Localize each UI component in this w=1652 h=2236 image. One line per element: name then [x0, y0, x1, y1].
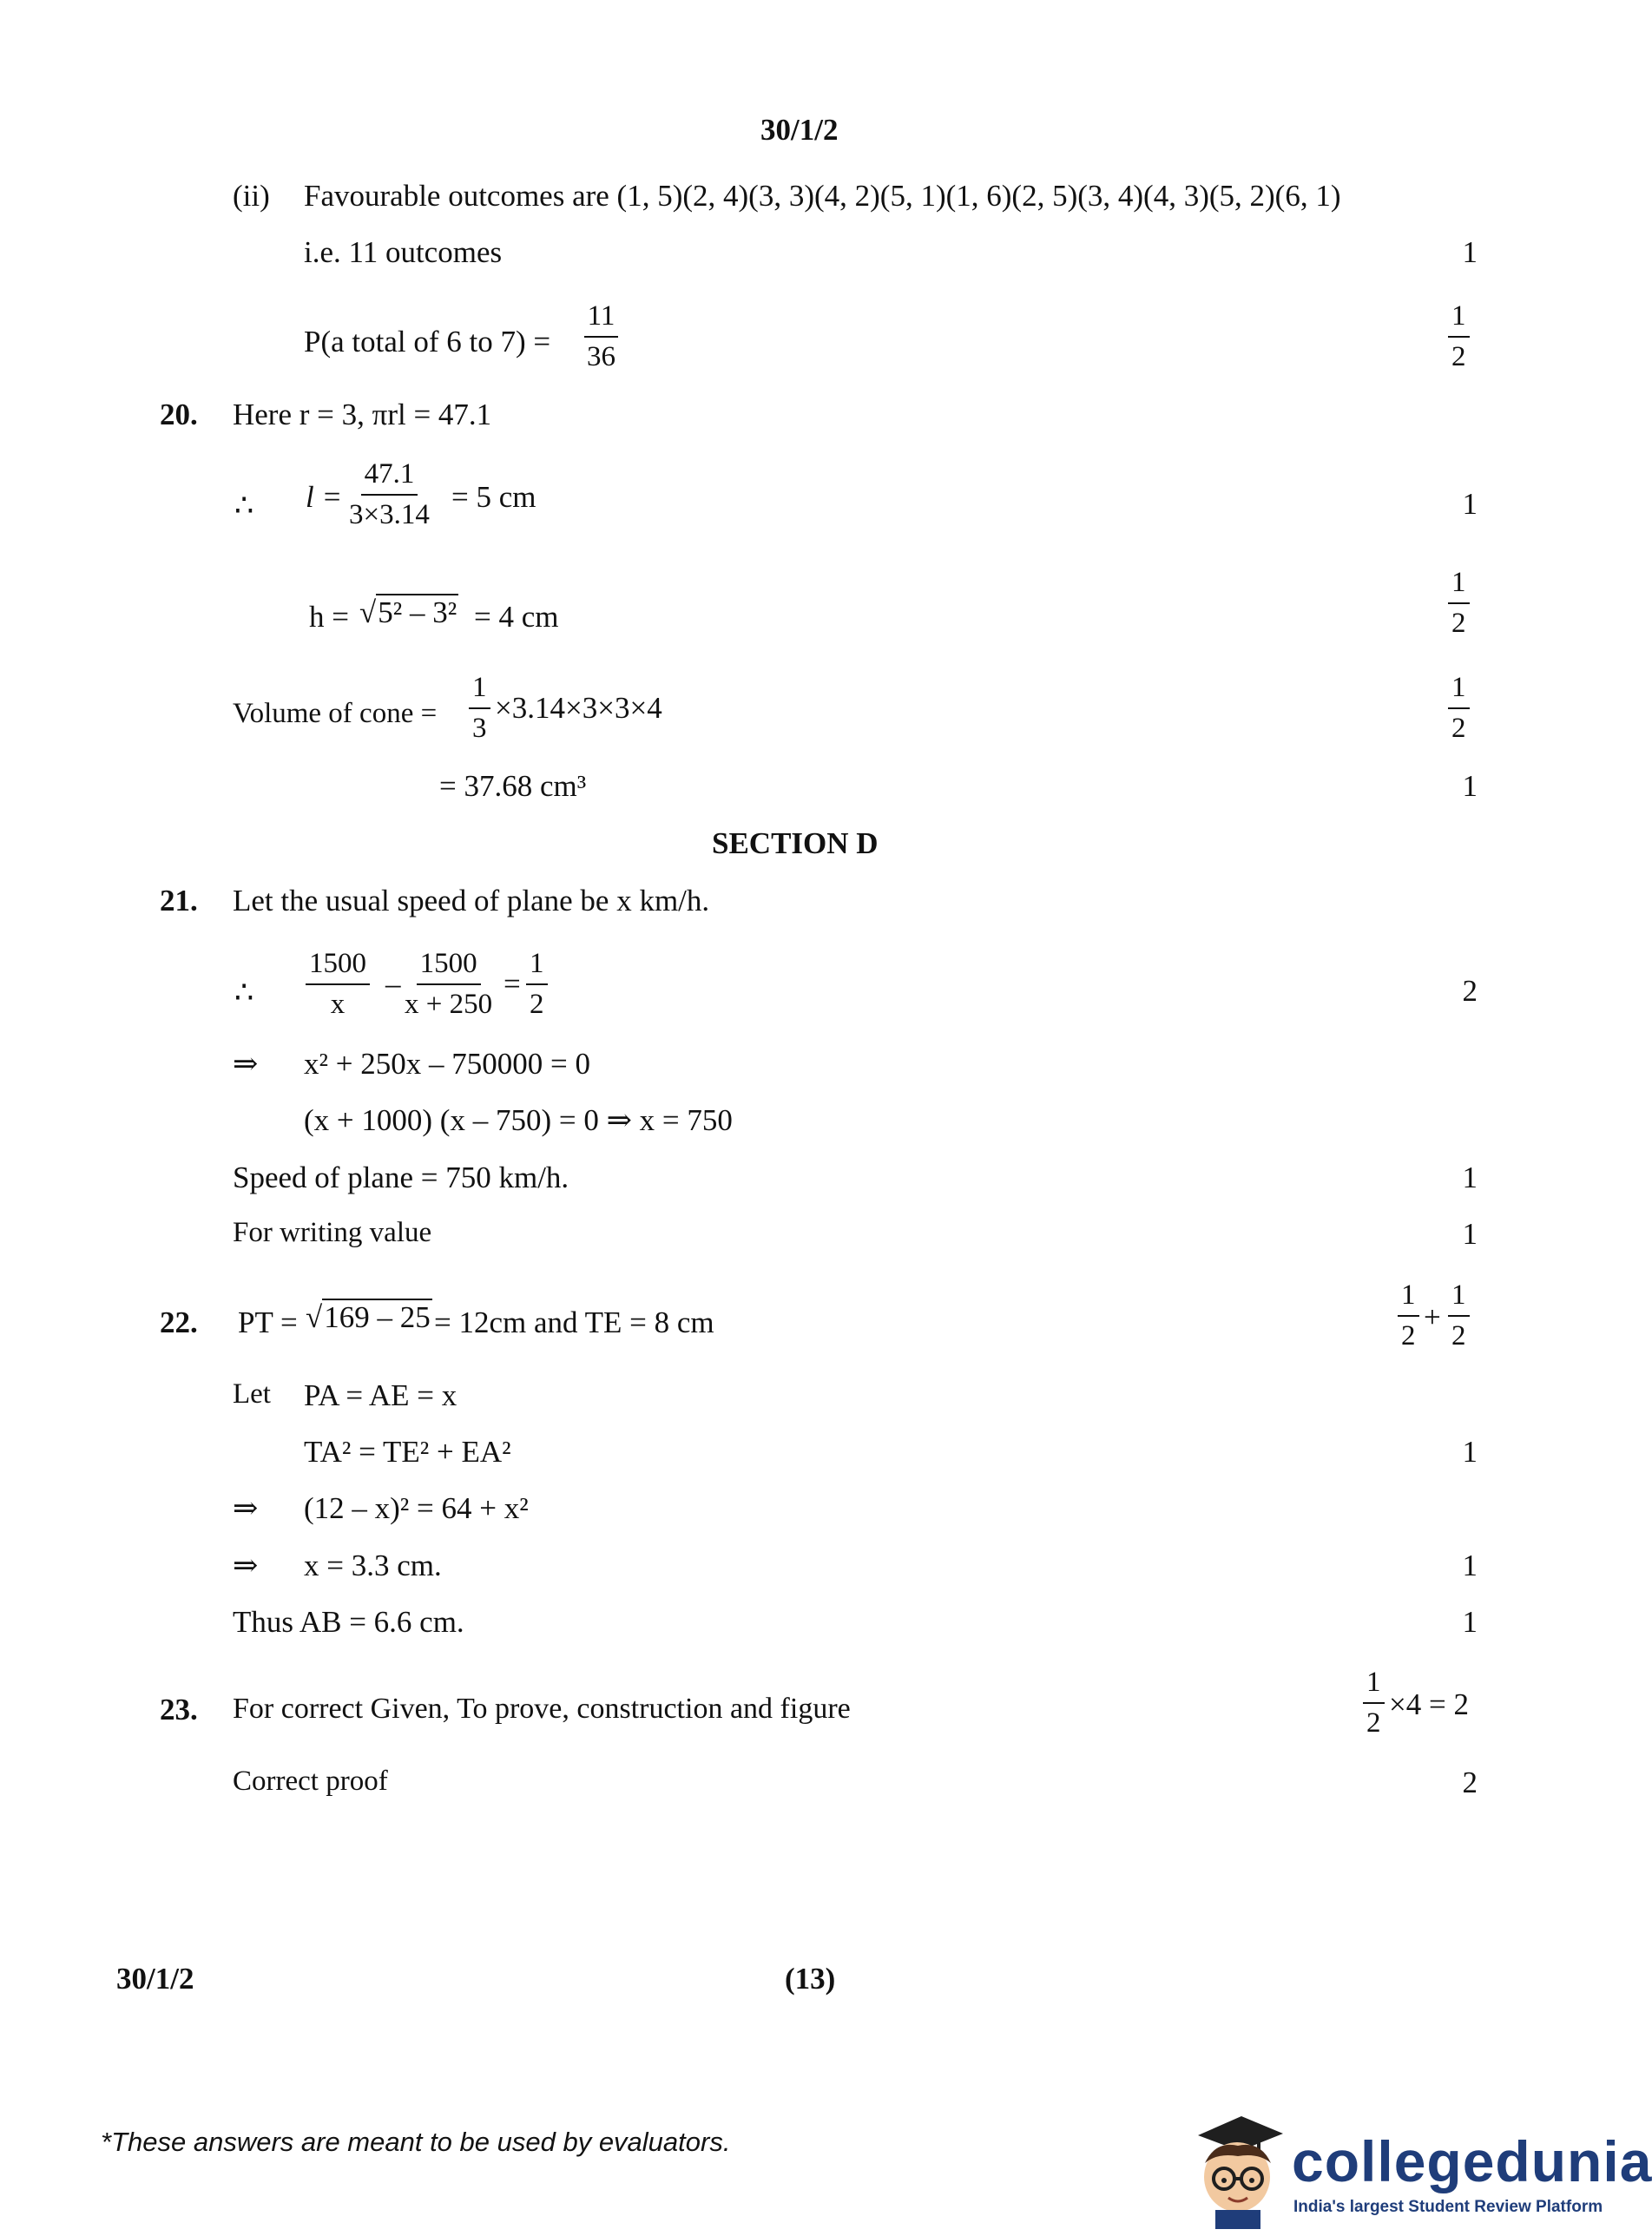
denominator: x: [330, 989, 346, 1020]
marks-numerator: 1: [1398, 1281, 1419, 1317]
q20-number: 20.: [160, 398, 198, 431]
q23-marks-rhs: ×4 = 2: [1389, 1687, 1469, 1721]
q22-pythagoras: TA² = TE² + EA²: [304, 1435, 511, 1469]
implies-symbol: ⇒: [233, 1047, 259, 1081]
q20-volume-marks: [1448, 674, 1470, 743]
q19-outcomes: Favourable outcomes are (1, 5)(2, 4)(3, 3)(4, 2)(5, 1)(1, 6)(2, 5)(3, 4)(4, 3)(5, 2)(6, 1): [304, 179, 1341, 213]
q21-fraction-2: [401, 950, 496, 1019]
marks-numerator: 1: [1448, 302, 1470, 338]
q22-pt-marks-a: [1398, 1281, 1419, 1351]
q21-number: 21.: [160, 884, 198, 917]
q23-proof: Correct proof: [233, 1766, 388, 1797]
q23-proof-marks: 2: [1462, 1766, 1478, 1799]
q22-number: 22.: [160, 1305, 198, 1339]
q19-count-marks: 1: [1462, 235, 1478, 269]
q20-h-rhs: = 4 cm: [474, 600, 559, 634]
q21-value: For writing value: [233, 1217, 432, 1248]
marks-numerator: 1: [1363, 1668, 1385, 1704]
implies-symbol: ⇒: [233, 1549, 259, 1582]
q22-thus: Thus AB = 6.6 cm.: [233, 1605, 464, 1639]
q21-speed: Speed of plane = 750 km/h.: [233, 1161, 569, 1194]
q21-equals: =: [503, 967, 521, 1001]
footer-code: 30/1/2: [116, 1962, 194, 1996]
numerator: 1500: [306, 950, 370, 985]
q21-equation-marks: 2: [1462, 974, 1478, 1008]
q21-intro: Let the usual speed of plane be x km/h.: [233, 884, 710, 917]
denominator: x + 250: [405, 989, 493, 1020]
numerator: 1: [469, 674, 490, 709]
q20-h-radicand: 5² – 3²: [378, 595, 457, 629]
marks-denominator: 2: [1451, 713, 1466, 744]
q20-h-sqrt: √5² – 3²: [359, 595, 457, 629]
section-heading: SECTION D: [712, 826, 879, 860]
q22-pythagoras-marks: 1: [1462, 1435, 1478, 1469]
q23-number: 23.: [160, 1693, 198, 1726]
q22-pt-lhs: PT =: [238, 1305, 298, 1339]
marks-numerator: 1: [1448, 674, 1470, 709]
marks-denominator: 2: [1366, 1707, 1381, 1739]
marks-denominator: 2: [1401, 1320, 1416, 1351]
q21-quadratic: x² + 250x – 750000 = 0: [304, 1047, 590, 1081]
therefore-symbol: ∴: [234, 976, 254, 1009]
brand-logo[interactable]: collegedunia: [1292, 2129, 1652, 2193]
q19-prob-label: P(a total of 6 to 7) =: [304, 325, 551, 358]
q20-h-lhs: h =: [309, 600, 349, 634]
q22-thus-marks: 1: [1462, 1605, 1478, 1639]
q22-equation-2: x = 3.3 cm.: [304, 1549, 442, 1582]
implies-symbol: ⇒: [233, 1491, 259, 1525]
q21-minus: –: [385, 967, 401, 1001]
marks-denominator: 2: [1451, 1320, 1466, 1351]
q22-pt-marks-plus: +: [1424, 1300, 1441, 1334]
q20-volume-rhs: ×3.14×3×3×4: [495, 691, 662, 725]
q22-let-expression: PA = AE = x: [304, 1378, 457, 1412]
marks-denominator: 2: [1451, 608, 1466, 639]
q23-text: For correct Given, To prove, construction and figure: [233, 1693, 851, 1725]
q21-factorisation: (x + 1000) (x – 750) = 0 ⇒ x = 750: [304, 1103, 733, 1137]
q20-l-lhs: l =: [306, 480, 343, 514]
numerator: 1500: [417, 950, 481, 985]
q19-prob-denominator: 36: [587, 341, 615, 372]
q22-equation-1: (12 – x)² = 64 + x²: [304, 1491, 529, 1525]
denominator: 2: [530, 989, 544, 1020]
q20-volume-result-marks: 1: [1462, 769, 1478, 803]
q21-fraction-1: [306, 950, 370, 1019]
therefore-symbol: ∴: [234, 489, 254, 523]
numerator: 1: [526, 950, 548, 985]
q22-pt-radicand: 169 – 25: [324, 1300, 431, 1334]
q20-volume-fraction: [469, 674, 490, 743]
q20-l-rhs: = 5 cm: [451, 480, 536, 514]
mascot-icon: [1181, 2109, 1293, 2231]
q20-volume-label: Volume of cone =: [233, 698, 438, 729]
page-header-code: 30/1/2: [760, 113, 839, 147]
q20-h-marks: [1448, 569, 1470, 638]
q21-fraction-3: [526, 950, 548, 1019]
brand-tagline: India's largest Student Review Platform: [1293, 2198, 1603, 2216]
denominator: 3: [472, 713, 487, 744]
q21-value-marks: 1: [1462, 1217, 1478, 1251]
q20-volume-result: = 37.68 cm³: [439, 769, 587, 803]
q19-prob-numerator: 11: [584, 302, 619, 338]
q22-pt-marks-b: [1448, 1281, 1470, 1351]
page-number: (13): [785, 1962, 836, 1996]
marks-numerator: 1: [1448, 1281, 1470, 1317]
q22-let: Let: [233, 1378, 271, 1410]
q19-count: i.e. 11 outcomes: [304, 235, 503, 269]
q22-pt-rhs: = 12cm and TE = 8 cm: [434, 1305, 714, 1339]
q19-prob-marks: [1448, 302, 1470, 372]
marks-denominator: 2: [1451, 341, 1466, 372]
marks-numerator: 1: [1448, 569, 1470, 604]
q19-part-label: (ii): [233, 179, 270, 213]
numerator: 47.1: [361, 460, 418, 496]
q22-equation-2-marks: 1: [1462, 1549, 1478, 1582]
q19-prob-fraction: [583, 302, 619, 372]
q22-pt-sqrt: √169 – 25: [306, 1300, 431, 1334]
evaluator-note: *These answers are meant to be used by evaluators.: [101, 2127, 731, 2157]
denominator: 3×3.14: [349, 499, 430, 530]
q20-l-fraction: [346, 460, 433, 529]
q21-speed-marks: 1: [1462, 1161, 1478, 1194]
q20-l-marks: 1: [1462, 487, 1478, 521]
q23-marks-fraction: [1363, 1668, 1385, 1738]
q20-given: Here r = 3, πrl = 47.1: [233, 398, 492, 431]
